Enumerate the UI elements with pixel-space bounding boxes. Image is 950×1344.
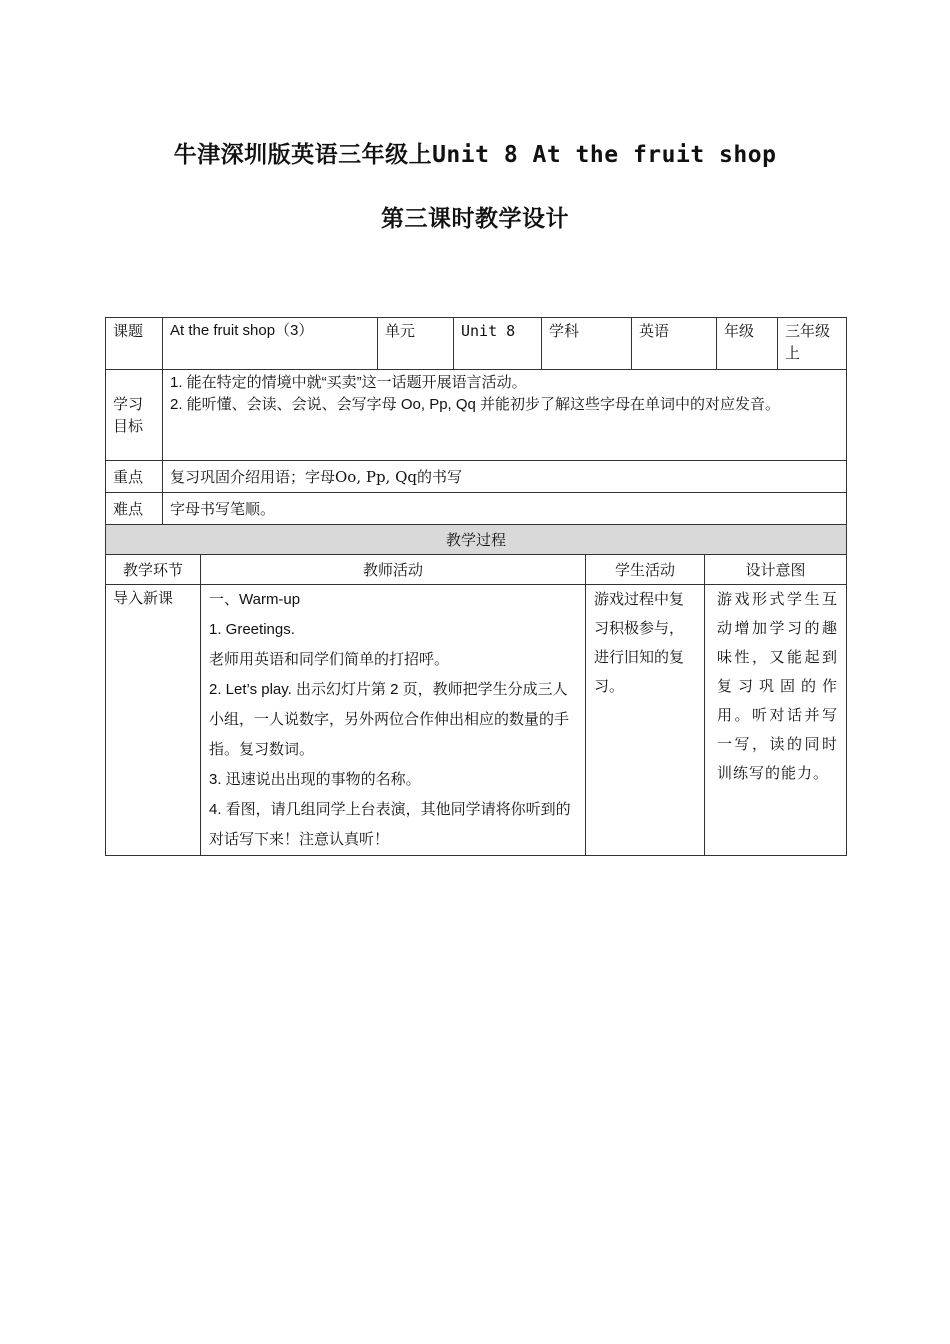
teacher-step: 2. Let’s play. 出示幻灯片第 2 页，教师把学生分成三人小组，一人说数字，另外两位合作伸出相应的数量的手指。复习数词。 <box>209 681 570 758</box>
student-activity-cell <box>586 585 705 856</box>
topic-label: 课题 <box>106 318 163 370</box>
title-english: Unit 8 At the fruit shop <box>432 142 777 168</box>
teacher-step: 3. 迅速说出出现的事物的名称。 <box>209 771 421 788</box>
title-chinese: 牛津深圳版英语三年级上 <box>173 141 433 168</box>
subject-value: 英语 <box>632 318 717 370</box>
topic-value: At the fruit shop（3） <box>163 318 378 370</box>
teacher-step: 1. Greetings. <box>209 621 295 638</box>
key-row <box>106 461 847 493</box>
unit-label: 单元 <box>378 318 454 370</box>
teacher-step: 4. 看图，请几组同学上台表演，其他同学请将你听到的对话写下来！注意认真听！ <box>209 801 571 848</box>
key-label: 重点 <box>106 461 163 493</box>
grade-label: 年级 <box>717 318 778 370</box>
grade-value: 三年级上 <box>778 318 847 370</box>
column-header: 设计意图 <box>705 555 847 585</box>
info-table <box>105 317 847 525</box>
teacher-activity <box>201 585 586 856</box>
goals-cell <box>163 370 847 461</box>
process-header: 教学过程 <box>106 525 847 555</box>
teacher-step: 一、Warm-up <box>209 591 301 608</box>
table-row <box>106 585 847 856</box>
process-columns <box>106 555 847 585</box>
goals-label: 学习目标 <box>106 370 163 461</box>
process-table <box>105 524 847 856</box>
difficulty-row <box>106 493 847 525</box>
difficulty-value: 字母书写笔顺。 <box>163 493 847 525</box>
student-activity: 游戏过程中复习积极参与，进行旧知的复习。 <box>594 590 685 695</box>
design-intent: 游戏形式学生互动增加学习的趣味性，又能起到复习巩固的作用。听对话并写一写，读的同时训练写的能力。 <box>717 590 839 782</box>
difficulty-label: 难点 <box>106 493 163 525</box>
goals-row <box>106 370 847 461</box>
key-value: 复习巩固介绍用语；字母Oo, Pp, Qq的书写 <box>163 461 847 493</box>
goal-item: 1. 能在特定的情境中就“买卖”这一话题开展语言活动。 <box>170 374 527 391</box>
page-subtitle: 第三课时教学设计 <box>381 205 569 232</box>
teacher-step: 老师用英语和同学们简单的打招呼。 <box>209 651 450 668</box>
info-row-header <box>106 318 847 370</box>
column-header: 教师活动 <box>201 555 586 585</box>
column-header: 教学环节 <box>106 555 201 585</box>
page-title <box>0 136 950 169</box>
design-intent-cell <box>705 585 847 856</box>
goal-item: 2. 能听懂、会读、会说、会写字母 Oo, Pp, Qq 并能初步了解这些字母在单词中的对应发音。 <box>170 396 781 413</box>
column-header: 学生活动 <box>586 555 705 585</box>
subject-label: 学科 <box>542 318 632 370</box>
stage-cell: 导入新课 <box>106 585 201 856</box>
unit-value: Unit 8 <box>454 318 542 370</box>
